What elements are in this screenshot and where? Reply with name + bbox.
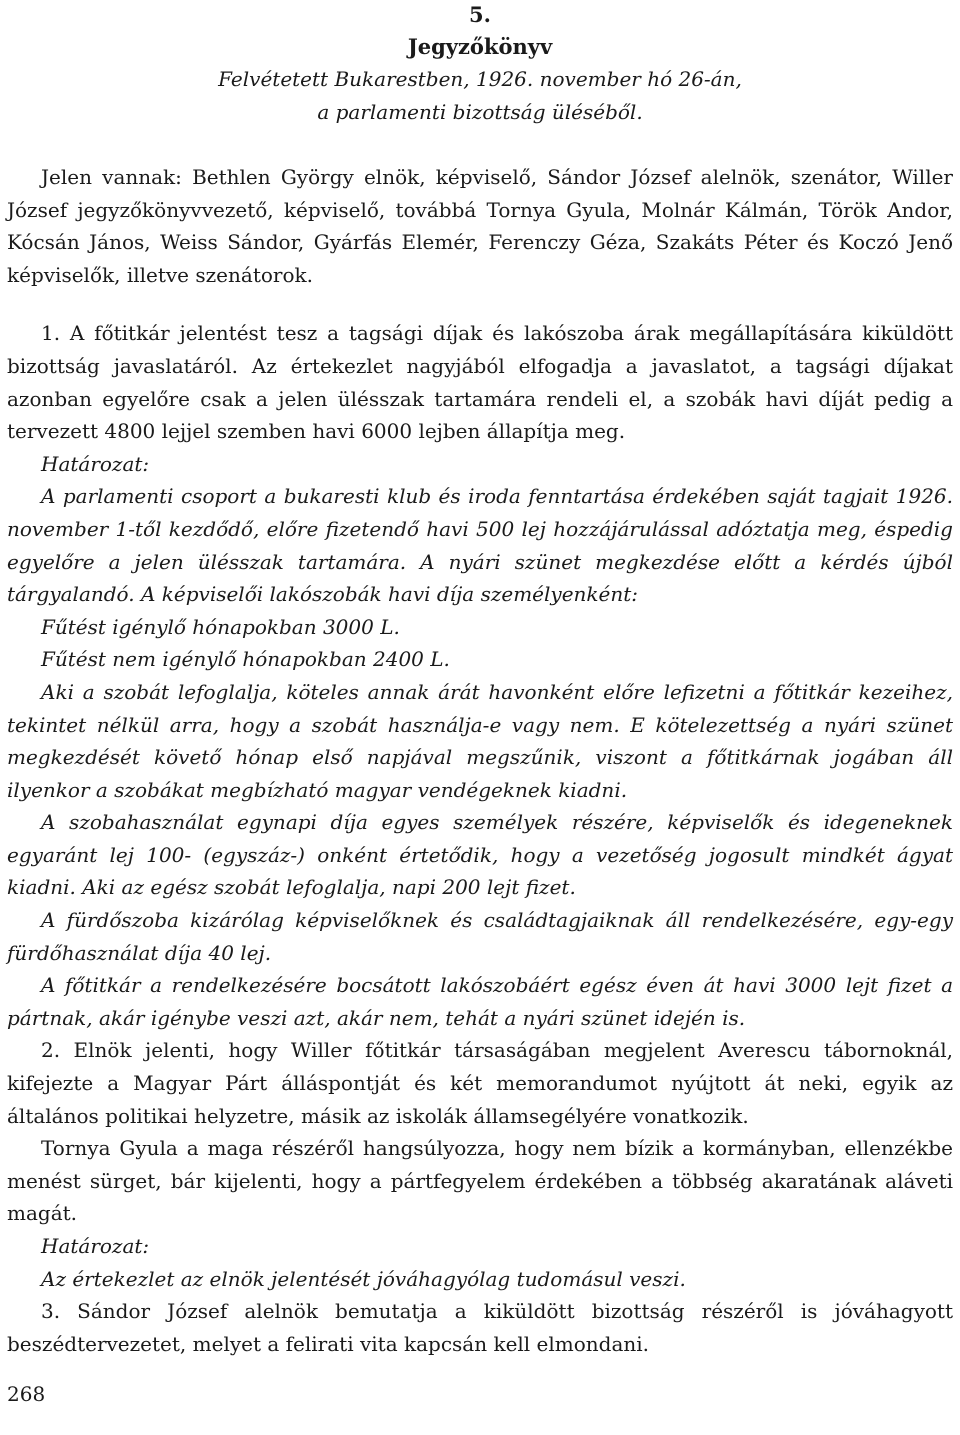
item3-paragraph: 3. Sándor József alelnök bemutatja a kiküldött bizottság részéről is jóváhagyott beszédtervezetet, melyet a felirati vita kapcsán kell elmondani. <box>7 1299 953 1356</box>
item1-heating-yes: Fűtést igénylő hónapokban 3000 L. <box>41 614 400 639</box>
item2-tornya-paragraph: Tornya Gyula a maga részéről hangsúlyozza, hogy nem bízik a kormányban, ellenzékbe menést sürget, bár kijelenti, hogy a pártfegyelem érdekében a többség akaratának aláveti magát. <box>7 1136 953 1226</box>
item1-resolution-p2: Aki a szobát lefoglalja, köteles annak árát havonként előre lefizetni a főtitkár kezeihez, tekintet nélkül arra, hogy a szobát használja-e vagy nem. E kötelezettség a nyári szünet megkezdését követő hónap első napjával megszűnik, viszont a főtitkárnak jogában áll ilyenkor a szobákat megbízható magyar vendégeknek kiadni. <box>7 679 953 802</box>
item1-resolution-p1: A parlamenti csoport a bukaresti klub és iroda fenntartása érdekében saját tagjait 1926. november 1-től kezdődő, előre fizetendő havi 500 lej hozzájárulással adóztatja meg, éspedig egyelőre a jelen ülésszak tartamára. A nyári szünet megkezdése előtt a kérdés újból tárgyalandó. A képviselői lakószobák havi díja személyenként: <box>7 484 953 607</box>
item1-heating-no: Fűtést nem igénylő hónapokban 2400 L. <box>41 647 450 672</box>
item1-resolution-p4: A fürdőszoba kizárólag képviselőknek és családtagjaiknak áll rendelkezésére, egy-egy fürdőhasználat díja 40 lej. <box>7 908 953 965</box>
document-title: Jegyzőkönyv <box>407 34 553 59</box>
item2-resolution-label: Határozat: <box>41 1234 150 1258</box>
page-number: 268 <box>7 1382 46 1406</box>
document-subtitle-line2: a parlamenti bizottság üléséből. <box>317 100 643 124</box>
document-page <box>7 0 953 1360</box>
attendees-paragraph: Jelen vannak: Bethlen György elnök, képviselő, Sándor József alelnök, szenátor, Willer József jegyzőkönyvvezető, képviselő, továbbá Tornya Gyula, Molnár Kálmán, Török Andor, Kócsán János, Weiss Sándor, Gyárfás Elemér, Ferenczy Géza, Szakáts Péter és Koczó Jenő képviselők, illetve szenátorok. <box>7 165 953 287</box>
item1-resolution-p3: A szobahasználat egynapi díja egyes személyek részére, képviselők és idegeneknek egyaránt lej 100- (egyszáz-) onként értetődik, hogy a vezetőség jogosult mindkét ágyat kiadni. Aki az egész szobát lefoglalja, napi 200 lejt fizet. <box>7 810 953 900</box>
item2-resolution: Az értekezlet az elnök jelentését jóváhagyólag tudomásul veszi. <box>41 1266 686 1291</box>
document-number: 5. <box>469 2 491 27</box>
item1-resolution-p5: A főtitkár a rendelkezésére bocsátott lakószobáért egész éven át havi 3000 lejt fizet a pártnak, akár igénybe veszi azt, akár nem, tehát a nyári szünet idején is. <box>7 973 953 1030</box>
item1-resolution-label: Határozat: <box>41 451 150 476</box>
item2-paragraph: 2. Elnök jelenti, hogy Willer főtitkár társaságában megjelent Averescu tábornoknál, kifejezte a Magyar Párt álláspontját és két memorandumot nyújtott át neki, egyik az általános politikai helyzetre, másik az iskolák államsegélyére vonatkozik. <box>7 1038 953 1128</box>
item1-paragraph: 1. A főtitkár jelentést tesz a tagsági díjak és lakószoba árak megállapítására kiküldött bizottság javaslatáról. Az értekezlet nagyjából elfogadja a javaslatot, a tagsági díjakat azonban egyelőre csak a jelen ülésszak tartamára rendeli el, a szobák havi díját pedig a tervezett 4800 lejjel szemben havi 6000 lejben állapítja meg. <box>7 321 953 444</box>
document-subtitle-line1: Felvétetett Bukarestben, 1926. november hó 26-án, <box>218 67 742 91</box>
